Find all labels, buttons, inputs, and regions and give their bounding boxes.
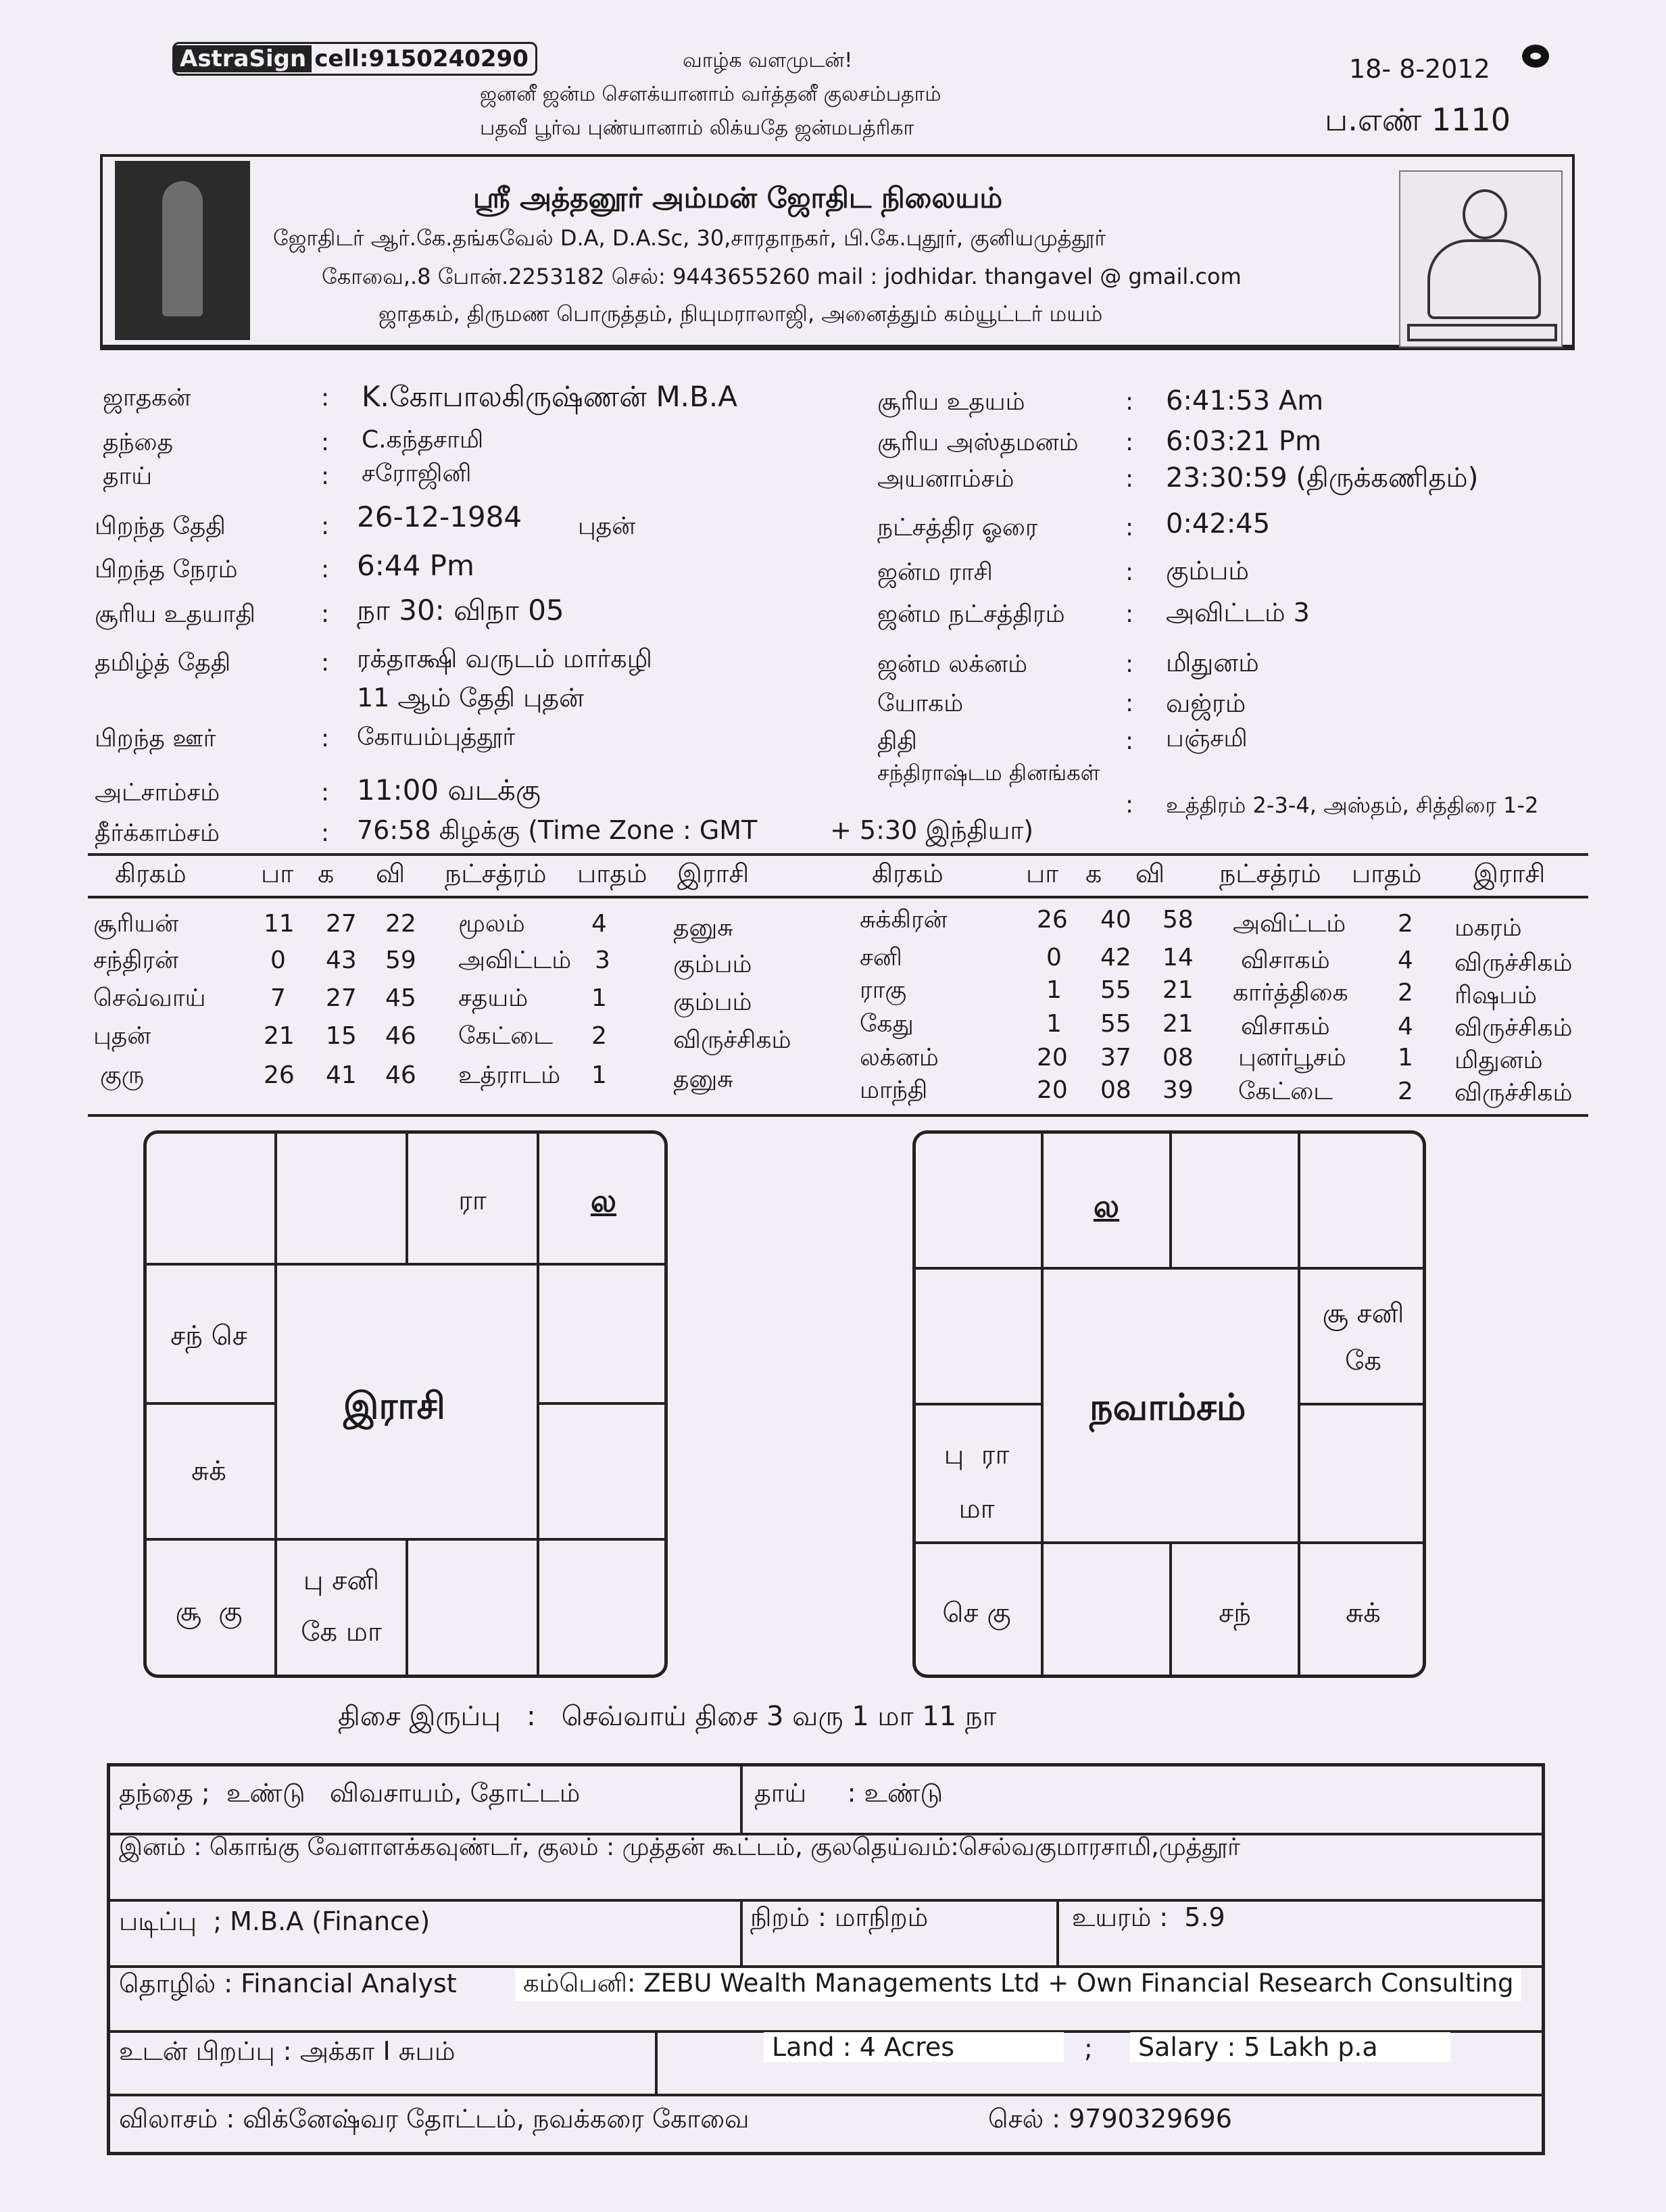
value-lagna: மிதுனம்	[1166, 648, 1259, 677]
value-birth-star: அவிட்டம் 3	[1166, 598, 1310, 627]
navamsa-cell-left-1: பு ரா மா	[944, 1439, 1010, 1524]
chart-line	[143, 1263, 668, 1266]
planet-rasi: விருச்சிகம்	[1454, 1079, 1573, 1107]
value-dob: 26-12-1984	[357, 500, 522, 533]
colon: :	[321, 649, 330, 677]
planet-rasi: மகரம்	[1454, 914, 1522, 942]
blessing-line-2: ஜனனீ ஜன்ம சௌக்யானாம் வர்த்தனீ குலசம்பதாம்	[480, 82, 941, 106]
dasa-balance: திசை இருப்பு : செவ்வாய் திசை 3 வரு 1 மா 11 நா	[338, 1701, 997, 1732]
bio-separator: ;	[1084, 2034, 1093, 2063]
header-line-2: கோவை,.8 போன்.2253182 செல்: 9443655260 mail : jodhidar. thangavel @ gmail.com	[322, 264, 1242, 289]
value-mother: சரோஜினி	[362, 460, 472, 487]
th-planet: கிரகம்	[872, 859, 944, 888]
planet-name: சுக்கிரன்	[860, 906, 948, 934]
chart-line	[1298, 1403, 1426, 1405]
planet-rasi: விருச்சிகம்	[1454, 949, 1573, 977]
value-tob: 6:44 Pm	[357, 549, 474, 582]
planet-sec: 46	[385, 1022, 416, 1050]
bio-mother: தாய் : உண்டு	[754, 1778, 944, 1808]
navamsa-cell-bottom-3: சுக்	[1346, 1597, 1381, 1629]
planet-star: அவிட்டம்	[458, 946, 572, 974]
value-sunrise: 6:41:53 Am	[1166, 385, 1324, 416]
th-degree: பா	[261, 859, 294, 888]
planet-min: 37	[1100, 1044, 1131, 1072]
colon: :	[321, 384, 330, 412]
colon: :	[1125, 558, 1134, 586]
planet-min: 40	[1100, 906, 1131, 934]
planet-name: சந்திரன்	[93, 946, 179, 974]
bio-education: படிப்பு ; M.B.A (Finance)	[119, 1906, 431, 1936]
colon: :	[1125, 465, 1134, 493]
rasi-cell-left-0: சந் செ	[170, 1320, 247, 1351]
col-line	[740, 1899, 743, 1965]
planet-sec: 59	[385, 946, 416, 974]
planet-sec: 58	[1162, 906, 1194, 934]
navamsa-cell-top-1: ல	[1093, 1188, 1120, 1224]
colon: :	[1125, 429, 1134, 456]
planet-min: 08	[1100, 1076, 1131, 1104]
bio-address: விலாசம் : விக்னேஷ்வர தோட்டம், நவக்கரை கோவை	[119, 2104, 750, 2134]
colon: :	[321, 819, 330, 847]
th-minute: க	[1085, 859, 1102, 888]
planet-star: விசாகம்	[1241, 946, 1330, 974]
planet-rasi: ரிஷபம்	[1454, 982, 1537, 1009]
value-native: K.கோபாலகிருஷ்ணன் M.B.A	[362, 380, 737, 413]
planet-sec: 08	[1162, 1044, 1194, 1072]
chart-line	[143, 1402, 274, 1405]
value-longitude: 76:58 கிழக்கு (Time Zone : GMT	[357, 815, 758, 845]
chart-line	[912, 1403, 1041, 1405]
bio-siblings: உடன் பிறப்பு : அக்கா I சுபம்	[119, 2036, 456, 2066]
planet-deg: 26	[1037, 906, 1068, 934]
colon: :	[1125, 600, 1134, 628]
header-line-1: ஜோதிடர் ஆர்.கே.தங்கவேல் D.A, D.A.Sc, 30,சாரதாநகர், பி.கே.புதூர், குனியமுத்தூர்	[273, 225, 1106, 251]
planet-rasi: கும்பம்	[673, 988, 752, 1016]
label-longitude: தீர்க்காம்சம்	[95, 819, 220, 847]
file-number: ப.எண் 1110	[1325, 101, 1511, 138]
colon: :	[1125, 690, 1134, 717]
center-title: ஸ்ரீ அத்தனூர் அம்மன் ஜோதிட நிலையம்	[473, 181, 1003, 214]
label-father: தந்தை	[103, 429, 174, 456]
label-tithi: திதி	[877, 727, 917, 755]
planet-deg: 0	[1046, 944, 1062, 971]
chart-line	[1169, 1130, 1172, 1267]
blessing-line-3: பதவீ பூர்வ புண்யானாம் லிக்யதே ஜன்மபத்ரிகா	[480, 116, 914, 140]
planet-star: கார்த்திகை	[1233, 979, 1348, 1007]
planet-star: உத்ராடம்	[458, 1061, 561, 1089]
colon: :	[1125, 727, 1134, 755]
label-lagna: ஜன்ம லக்னம்	[877, 650, 1028, 678]
bio-salary: Salary : 5 Lakh p.a	[1130, 2032, 1450, 2062]
planet-pada: 1	[1398, 1044, 1413, 1072]
label-birth-star: ஜன்ம நட்சத்திரம்	[877, 600, 1065, 628]
value-birth-rasi: கும்பம்	[1166, 556, 1249, 585]
bio-father: தந்தை ; உண்டு விவசாயம், தோட்டம்	[119, 1778, 581, 1808]
chart-line	[537, 1402, 668, 1405]
bio-job: தொழில் : Financial Analyst	[119, 1969, 457, 1998]
planet-deg: 20	[1037, 1044, 1068, 1072]
colon: :	[1125, 791, 1134, 819]
sage-image-icon	[1399, 170, 1563, 347]
divider	[88, 896, 1588, 898]
label-star-hora: நட்சத்திர ஓரை	[877, 514, 1038, 542]
planet-pada: 2	[1398, 910, 1413, 938]
planet-deg: 1	[1046, 1010, 1062, 1038]
planet-deg: 0	[270, 946, 286, 974]
bio-table	[107, 1763, 1545, 2155]
th-pada: பாதம்	[577, 859, 647, 888]
value-sunrise-offset: நா 30: விநா 05	[357, 594, 564, 627]
planet-deg: 1	[1046, 976, 1062, 1004]
planet-star: சதயம்	[458, 984, 529, 1012]
astrasign-stamp	[172, 42, 537, 76]
divider	[88, 1114, 1588, 1117]
planet-rasi: விருச்சிகம்	[673, 1026, 791, 1054]
planet-pada: 1	[591, 1061, 607, 1089]
row-line	[110, 2094, 1542, 2096]
navamsa-cell-bottom-2: சந்	[1219, 1597, 1251, 1629]
deity-image-icon	[115, 161, 250, 340]
bio-phone: செல் : 9790329696	[988, 2104, 1232, 2134]
value-latitude: 11:00 வடக்கு	[357, 773, 541, 807]
planet-name: ராகு	[860, 976, 907, 1004]
label-mother: தாய்	[103, 462, 153, 490]
planet-pada: 2	[1398, 979, 1413, 1007]
planet-pada: 2	[1398, 1078, 1413, 1105]
label-chandrashtama: சந்திராஷ்டம தினங்கள்	[877, 760, 1100, 786]
value-sunset: 6:03:21 Pm	[1166, 426, 1321, 457]
planet-star: அவிட்டம்	[1233, 910, 1346, 938]
th-degree: பா	[1026, 859, 1059, 888]
rasi-cell-top-2: ரா	[458, 1185, 487, 1216]
planet-rasi: மிதுனம்	[1454, 1047, 1543, 1074]
colon: :	[321, 725, 330, 752]
planet-star: கேட்டை	[458, 1022, 553, 1050]
bio-company: கம்பெனி: ZEBU Wealth Managements Ltd + Own Financial Research Consulting	[515, 1969, 1521, 2001]
value-star-hora: 0:42:45	[1166, 508, 1271, 539]
colon: :	[321, 462, 330, 490]
planet-deg: 11	[264, 910, 295, 938]
blessing-line-1: வாழ்க வளமுடன்!	[683, 49, 853, 72]
label-sunrise: சூரிய உதயம்	[877, 388, 1025, 416]
planet-name: செவ்வாய்	[93, 984, 206, 1012]
value-father: C.கந்தசாமி	[362, 426, 484, 454]
planet-sec: 46	[385, 1061, 416, 1089]
th-second: வி	[1135, 859, 1165, 888]
th-rasi: இராசி	[1473, 859, 1546, 888]
planet-rasi: விருச்சிகம்	[1454, 1014, 1573, 1042]
planet-min: 15	[326, 1022, 357, 1050]
divider	[88, 853, 1588, 856]
colon: :	[1125, 514, 1134, 542]
navamsa-center-label: நவாம்சம்	[1089, 1386, 1246, 1428]
value-longitude-2: + 5:30 இந்தியா)	[830, 815, 1034, 845]
rasi-center-label: இராசி	[343, 1385, 445, 1427]
value-ayanamsa: 23:30:59 (திருக்கணிதம்)	[1166, 462, 1479, 494]
th-minute: க	[318, 859, 335, 888]
planet-sec: 39	[1162, 1076, 1194, 1104]
value-tamil-date-2: 11 ஆம் தேதி புதன்	[357, 683, 584, 713]
planet-pada: 1	[591, 984, 607, 1012]
astrasign-brand: AstraSign	[174, 45, 312, 72]
planet-name: கேது	[860, 1010, 914, 1038]
th-star: நட்சத்ரம்	[445, 859, 547, 888]
value-yoga: வஜ்ரம்	[1166, 688, 1246, 718]
planet-pada: 4	[1398, 946, 1413, 974]
planet-name: சனி	[860, 944, 902, 971]
planet-sec: 21	[1162, 1010, 1194, 1038]
navamsa-cell-right-0: சூ சனி கே	[1322, 1298, 1404, 1376]
header-line-3: ஜாதகம், திருமண பொருத்தம், நியுமராலாஜி, அனைத்தும் கம்யூட்டர் மயம்	[378, 301, 1103, 327]
th-rasi: இராசி	[677, 859, 750, 888]
label-sunset: சூரிய அஸ்தமனம்	[877, 429, 1079, 456]
col-line	[1056, 1899, 1059, 1965]
planet-sec: 21	[1162, 976, 1194, 1004]
planet-sec: 45	[385, 984, 416, 1012]
value-birthplace: கோயம்புத்தூர்	[357, 723, 516, 751]
planet-deg: 21	[264, 1022, 295, 1050]
planet-min: 43	[326, 946, 357, 974]
label-sunrise-offset: சூரிய உதயாதி	[95, 600, 255, 628]
label-tob: பிறந்த நேரம்	[95, 556, 238, 583]
planet-name: புதன்	[93, 1022, 151, 1050]
planet-rasi: தனுசு	[673, 1065, 733, 1093]
col-line	[655, 2030, 658, 2094]
planet-star: புனர்பூசம்	[1238, 1044, 1346, 1072]
value-tithi: பஞ்சமி	[1166, 725, 1248, 752]
planet-deg: 20	[1037, 1076, 1068, 1104]
navamsa-cell-bottom-0: செ கு	[942, 1597, 1011, 1629]
th-pada: பாதம்	[1352, 859, 1422, 888]
planet-pada: 2	[591, 1022, 607, 1050]
label-birthplace: பிறந்த ஊர்	[95, 725, 216, 752]
print-date: 18- 8-2012	[1349, 54, 1490, 84]
th-star: நட்சத்ரம்	[1219, 859, 1321, 888]
colon: :	[321, 600, 330, 628]
label-yoga: யோகம்	[877, 690, 964, 717]
colon: :	[321, 556, 330, 583]
planet-name: குரு	[100, 1061, 145, 1089]
planet-pada: 4	[1398, 1013, 1413, 1040]
planet-name: மாந்தி	[860, 1076, 928, 1104]
rasi-cell-bottom-0: சூ கு	[175, 1596, 243, 1627]
row-line	[110, 1965, 1542, 1968]
planet-deg: 26	[264, 1061, 295, 1089]
bio-height: உயரம் : 5.9	[1072, 1902, 1225, 1932]
circle-mark-icon	[1522, 45, 1549, 68]
planet-pada: 4	[591, 910, 607, 938]
colon: :	[1125, 650, 1134, 678]
label-tamil-date: தமிழ்த் தேதி	[95, 649, 231, 677]
planet-min: 41	[326, 1061, 357, 1089]
planet-name: சூரியன்	[93, 910, 179, 938]
colon: :	[321, 779, 330, 807]
th-second: வி	[376, 859, 406, 888]
planet-deg: 7	[270, 984, 286, 1012]
value-dob-day: புதன்	[578, 512, 636, 540]
planet-sec: 14	[1162, 944, 1194, 971]
planet-min: 27	[326, 910, 357, 938]
label-birth-rasi: ஜன்ம ராசி	[877, 558, 993, 586]
planet-sec: 22	[385, 910, 416, 938]
planet-name: லக்னம்	[860, 1044, 939, 1072]
th-planet: கிரகம்	[115, 859, 187, 888]
colon: :	[321, 512, 330, 540]
planet-star: விசாகம்	[1241, 1013, 1330, 1040]
planet-min: 27	[326, 984, 357, 1012]
label-native: ஜாதகன்	[103, 384, 191, 412]
planet-rasi: கும்பம்	[673, 951, 752, 978]
planet-rasi: தனுசு	[673, 914, 733, 942]
astrasign-cell: cell:9150240290	[314, 45, 529, 72]
value-tamil-date: ரக்தாக்ஷி வருடம் மார்கழி	[357, 644, 652, 673]
colon: :	[321, 429, 330, 456]
chart-line	[912, 1267, 1426, 1270]
value-chandrashtama: உத்திரம் 2-3-4, அஸ்தம், சித்திரை 1-2	[1166, 792, 1539, 818]
label-dob: பிறந்த தேதி	[95, 512, 226, 540]
label-ayanamsa: அயனாம்சம்	[877, 465, 1014, 493]
label-latitude: அட்சாம்சம்	[95, 779, 220, 807]
planet-min: 55	[1100, 976, 1131, 1004]
bio-complexion: நிறம் : மாநிறம்	[750, 1902, 929, 1932]
colon: :	[1125, 388, 1134, 416]
rasi-cell-bottom-1: பு சனி கே மா	[301, 1565, 382, 1648]
planet-pada: 3	[595, 946, 610, 974]
planet-min: 55	[1100, 1010, 1131, 1038]
rasi-cell-top-3: ல	[590, 1182, 617, 1219]
col-line	[740, 1766, 743, 1833]
planet-min: 42	[1100, 944, 1131, 971]
planet-star: மூலம்	[458, 910, 525, 938]
row-line	[110, 1899, 1542, 1902]
bio-caste: இனம் : கொங்கு வேளாளக்கவுண்டர், குலம் : முத்தன் கூட்டம், குலதெய்வம்:செல்வகுமாரசாமி,முத்தூர்	[119, 1833, 1240, 1861]
planet-star: கேட்டை	[1238, 1078, 1333, 1105]
chart-line	[406, 1538, 408, 1678]
bio-land: Land : 4 Acres	[764, 2032, 1064, 2062]
rasi-cell-left-1: சுக்	[191, 1456, 226, 1487]
